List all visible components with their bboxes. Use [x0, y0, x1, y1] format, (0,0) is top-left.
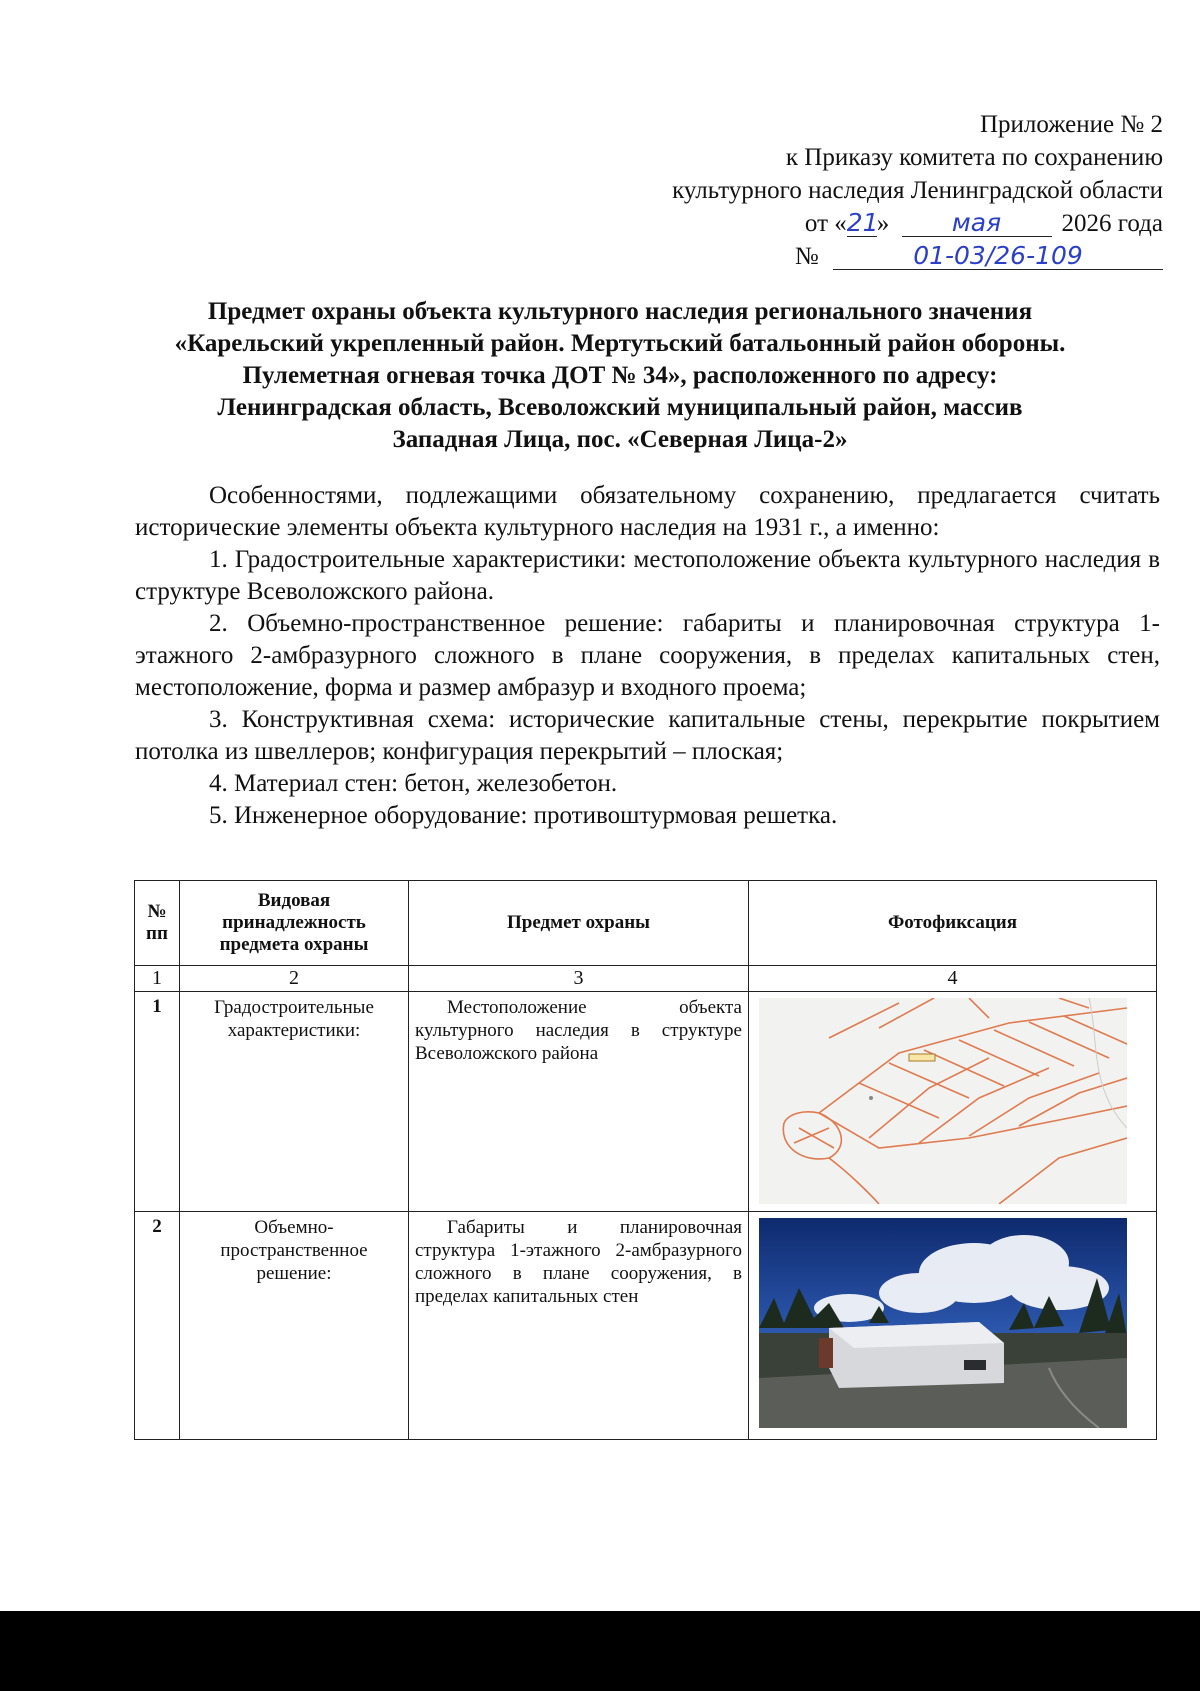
list-item: 1. Градостроительные характеристики: местоположение объекта культурного наследия в структуре Всеволожского района. — [135, 546, 1160, 605]
table-row — [135, 992, 1157, 1212]
row-number: 2 — [135, 1212, 180, 1440]
row-kind: Объемно-пространственное решение: — [180, 1212, 409, 1440]
protection-subject-table — [134, 880, 1157, 1440]
handwritten-number: 01-03/26-109 — [833, 243, 1163, 270]
list-item: 5. Инженерное оборудование: противоштурмовая решетка. — [209, 802, 838, 829]
row-number: 1 — [135, 992, 180, 1212]
building-photo-cell — [749, 1212, 1157, 1440]
committee-name: культурного наследия Ленинградской области — [672, 177, 1163, 204]
document-title: Предмет охраны объекта культурного наследия регионального значения «Карельский укрепленный район. Мертутьский батальонный район обороны. Пулеметная огневая точка ДОТ № 34», расположенного по адресу: Ленинградская область, Всеволожский муниципальный район, массив Западная Лица, пос. «Северная Лица-2» — [174, 298, 1066, 453]
column-number-row: 1 2 3 4 — [135, 966, 1157, 992]
document-body — [135, 480, 1160, 832]
order-date: от «21» мая 2026 года — [804, 208, 1163, 237]
row-subject: Местоположение объекта культурного наследия в структуре Всеволожского района — [409, 992, 749, 1212]
location-map-image — [759, 998, 1127, 1204]
table-header-row — [135, 881, 1157, 966]
scan-bottom-border — [0, 1611, 1200, 1691]
list-item: 4. Материал стен: бетон, железобетон. — [209, 770, 618, 797]
header-cell-number: № пп — [135, 881, 180, 966]
map-photo-cell — [749, 992, 1157, 1212]
handwritten-month: мая — [902, 210, 1052, 237]
row-kind: Градостроительные характеристики: — [180, 992, 409, 1212]
intro-paragraph: Особенностями, подлежащими обязательному сохранению, предлагается считать исторические элементы объекта культурного наследия на 1931 г., а именно: — [135, 482, 1160, 541]
header-cell-photo: Фотофиксация — [749, 881, 1157, 966]
header-cell-kind: Видовая принадлежность предмета охраны — [180, 881, 409, 966]
order-reference: к Приказу комитета по сохранению — [785, 144, 1163, 171]
row-subject: Габариты и планировочная структура 1-этажного 2-амбразурного сложного в плане сооружения, в пределах капитальных стен — [409, 1212, 749, 1440]
order-number: № 01-03/26-109 — [543, 240, 1163, 273]
header-cell-subject: Предмет охраны — [409, 881, 749, 966]
list-item: 2. Объемно-пространственное решение: габариты и планировочная структура 1-этажного 2-амбразурного сложного в плане сооружения, в пределах капитальных стен, местоположение, форма и размер амбразур и входного проема; — [135, 610, 1160, 701]
bunker-photo-image — [759, 1218, 1127, 1428]
handwritten-day: 21 — [846, 208, 879, 237]
list-item: 3. Конструктивная схема: исторические капитальные стены, перекрытие покрытием потолка из швеллеров; конфигурация перекрытий – плоская; — [135, 706, 1160, 765]
table-row — [135, 1212, 1157, 1440]
appendix-number: Приложение № 2 — [979, 111, 1163, 138]
appendix-header — [543, 108, 1163, 273]
